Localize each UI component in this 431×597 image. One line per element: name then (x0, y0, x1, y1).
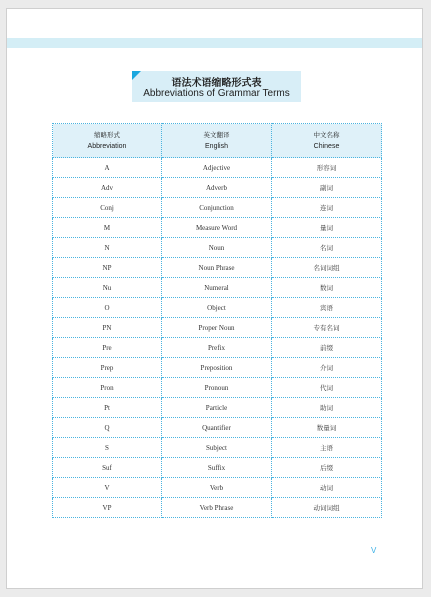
chinese-cell: 连词 (272, 198, 382, 218)
abbreviation-cell: VP (53, 498, 162, 518)
english-cell: Pronoun (162, 378, 272, 398)
abbreviation-cell: O (53, 298, 162, 318)
chinese-cell: 名词词组 (272, 258, 382, 278)
column-header-chinese: 中文名称 Chinese (272, 124, 382, 158)
column-header-abbreviation: 缩略形式 Abbreviation (53, 124, 162, 158)
table-row (53, 478, 382, 498)
header-band (7, 38, 422, 48)
chinese-cell: 专有名词 (272, 318, 382, 338)
chinese-cell: 宾语 (272, 298, 382, 318)
english-cell: Preposition (162, 358, 272, 378)
title-block (132, 71, 301, 102)
abbreviation-cell: M (53, 218, 162, 238)
table-row (53, 158, 382, 178)
abbreviation-cell: Conj (53, 198, 162, 218)
table-header-row (53, 124, 382, 158)
abbreviation-cell: Adv (53, 178, 162, 198)
english-cell: Adjective (162, 158, 272, 178)
chinese-cell: 数量词 (272, 418, 382, 438)
page-title-english: Abbreviations of Grammar Terms (143, 88, 290, 99)
table-row (53, 218, 382, 238)
english-cell: Verb Phrase (162, 498, 272, 518)
table-row (53, 318, 382, 338)
table-row (53, 438, 382, 458)
abbreviation-cell: Prep (53, 358, 162, 378)
chinese-cell: 动词 (272, 478, 382, 498)
english-cell: Prefix (162, 338, 272, 358)
abbreviation-cell: Suf (53, 458, 162, 478)
english-cell: Verb (162, 478, 272, 498)
chinese-cell: 量词 (272, 218, 382, 238)
abbreviation-cell: Pt (53, 398, 162, 418)
table-body (53, 158, 382, 518)
table-row (53, 178, 382, 198)
table-row (53, 418, 382, 438)
english-cell: Noun Phrase (162, 258, 272, 278)
abbreviation-cell: Pre (53, 338, 162, 358)
table-row (53, 278, 382, 298)
chinese-cell: 介词 (272, 358, 382, 378)
table-row (53, 238, 382, 258)
table-row (53, 298, 382, 318)
table-row (53, 458, 382, 478)
abbreviation-cell: N (53, 238, 162, 258)
english-cell: Subject (162, 438, 272, 458)
page-title-chinese: 语法术语缩略形式表 (171, 78, 262, 89)
abbreviation-cell: A (53, 158, 162, 178)
english-cell: Measure Word (162, 218, 272, 238)
english-cell: Conjunction (162, 198, 272, 218)
table-row (53, 338, 382, 358)
abbreviation-cell: Nu (53, 278, 162, 298)
table-row (53, 198, 382, 218)
chinese-cell: 名词 (272, 238, 382, 258)
table-row (53, 378, 382, 398)
chinese-cell: 后缀 (272, 458, 382, 478)
abbreviation-cell: Pron (53, 378, 162, 398)
table-row (53, 358, 382, 378)
english-cell: Adverb (162, 178, 272, 198)
document-page (6, 8, 423, 589)
english-cell: Object (162, 298, 272, 318)
chinese-cell: 代词 (272, 378, 382, 398)
column-header-english: 英文翻译 English (162, 124, 272, 158)
chinese-cell: 形容词 (272, 158, 382, 178)
chinese-cell: 助词 (272, 398, 382, 418)
english-cell: Noun (162, 238, 272, 258)
table-row (53, 398, 382, 418)
page-number: V (371, 546, 377, 555)
abbreviation-cell: V (53, 478, 162, 498)
chinese-cell: 主语 (272, 438, 382, 458)
table-row (53, 498, 382, 518)
abbreviation-cell: S (53, 438, 162, 458)
grammar-terms-table (52, 123, 382, 518)
table-row (53, 258, 382, 278)
abbreviation-cell: NP (53, 258, 162, 278)
english-cell: Numeral (162, 278, 272, 298)
chinese-cell: 数词 (272, 278, 382, 298)
english-cell: Suffix (162, 458, 272, 478)
chinese-cell: 动词词组 (272, 498, 382, 518)
chinese-cell: 前缀 (272, 338, 382, 358)
english-cell: Proper Noun (162, 318, 272, 338)
english-cell: Particle (162, 398, 272, 418)
abbreviation-cell: Q (53, 418, 162, 438)
chinese-cell: 副词 (272, 178, 382, 198)
abbreviation-cell: PN (53, 318, 162, 338)
english-cell: Quantifier (162, 418, 272, 438)
